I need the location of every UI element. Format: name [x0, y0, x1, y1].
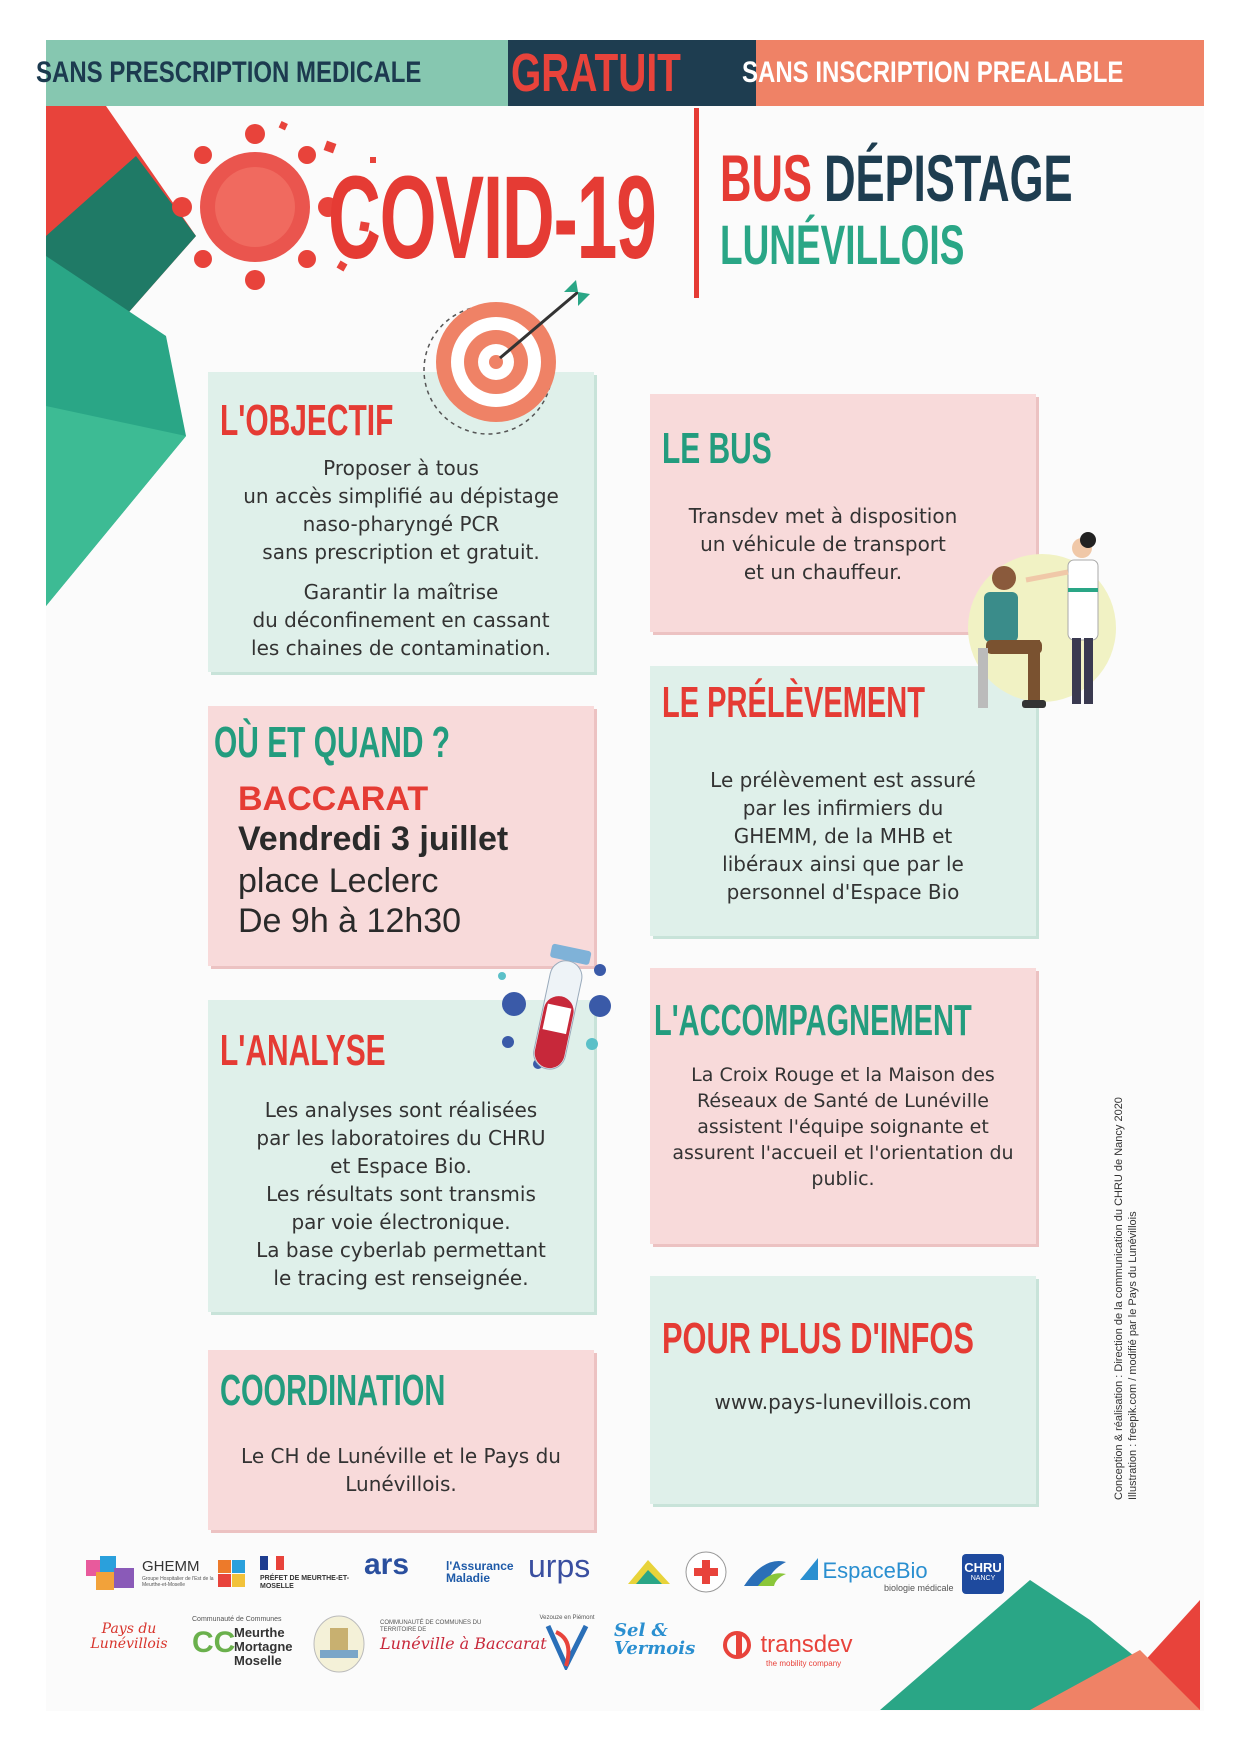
- logo-transdev: [722, 1630, 853, 1668]
- bus-depistage-title: [720, 140, 1073, 216]
- infos-card: [650, 1276, 1036, 1504]
- analyse-line: par les laboratoires du CHRU: [256, 1126, 546, 1150]
- credit-line-1: Conception & réalisation : Direction de la communication du CHRU de Nancy 2020: [1113, 1097, 1125, 1500]
- objectif-line: les chaines de contamination.: [251, 636, 551, 660]
- logo-partner-icon: [624, 1554, 674, 1594]
- where-when-card: [208, 706, 594, 966]
- commune-crest-icon: [312, 1614, 366, 1674]
- region-title: LUNÉVILLOIS: [720, 213, 965, 276]
- logo-assurance-maladie: l'Assurance Maladie: [446, 1559, 514, 1585]
- bus-line: Transdev met à disposition: [688, 504, 958, 528]
- analyse-title: L'ANALYSE: [220, 1026, 386, 1075]
- accompagnement-line: assistent l'équipe soignante et: [697, 1116, 989, 1138]
- bus-card-title: LE BUS: [662, 424, 772, 473]
- objectif-line: sans prescription et gratuit.: [262, 540, 540, 564]
- ccmm-line-3: Moselle: [234, 1653, 282, 1668]
- prelevement-line: GHEMM, de la MHB et: [733, 824, 953, 848]
- logo-espacebio: [800, 1558, 954, 1592]
- banner-right-text: SANS INSCRIPTION PREALABLE: [741, 56, 1124, 89]
- objectif-text-1: [208, 454, 594, 566]
- analyse-line: La base cyberlab permettant: [256, 1238, 546, 1262]
- analyse-line: le tracing est renseignée.: [273, 1266, 529, 1290]
- logo-pays-lunevillois: Pays du Lunévillois: [90, 1621, 168, 1652]
- infos-title: POUR PLUS D'INFOS: [662, 1314, 974, 1363]
- coordination-card: [208, 1350, 594, 1530]
- prelevement-line: libéraux ainsi que par le: [722, 852, 964, 876]
- marianne-icon: [260, 1556, 284, 1570]
- logo-grand-est: [218, 1556, 248, 1595]
- ccmm-line-1: Meurthe: [234, 1625, 285, 1640]
- objectif-title: L'OBJECTIF: [220, 396, 394, 445]
- where-when-title: OÙ ET QUAND ?: [214, 718, 451, 767]
- transdev-name: transdev: [760, 1631, 853, 1658]
- logo-vezouze: [534, 1614, 600, 1675]
- event-date: Vendredi 3 juillet: [238, 820, 509, 858]
- top-banner: [36, 40, 1204, 106]
- objectif-line: du déconfinement en cassant: [252, 608, 550, 632]
- banner-left-text: SANS PRESCRIPTION MEDICALE: [36, 56, 422, 89]
- prefet-name: PRÉFET DE MEURTHE-ET-MOSELLE: [260, 1575, 350, 1590]
- logo-cctlb: [380, 1620, 547, 1653]
- objectif-line: Garantir la maîtrise: [303, 580, 499, 604]
- analyse-text: [208, 1096, 594, 1292]
- logo-prefet: [260, 1556, 360, 1591]
- logo-ars: ars: [364, 1548, 410, 1581]
- coordination-title: COORDINATION: [220, 1366, 446, 1415]
- accompagnement-title: L'ACCOMPAGNEMENT: [654, 996, 972, 1045]
- chru-name: CHRU: [964, 1560, 1002, 1575]
- accompagnement-line: public.: [811, 1168, 875, 1190]
- prelevement-title: LE PRÉLÈVEMENT: [662, 678, 926, 727]
- banner-center: [508, 40, 756, 106]
- objectif-text-2: [208, 578, 594, 662]
- logo-ghemm: [84, 1554, 214, 1594]
- analyse-line: par voie électronique.: [291, 1210, 511, 1234]
- coordination-line: Lunévillois.: [345, 1472, 457, 1496]
- credit-text: [1112, 1097, 1140, 1500]
- prelevement-line: personnel d'Espace Bio: [726, 880, 960, 904]
- mhb-bird-icon: [740, 1552, 790, 1592]
- title-divider: [694, 108, 699, 298]
- banner-left: [36, 40, 508, 106]
- bus-line: un véhicule de transport: [700, 532, 946, 556]
- vezouze-mark-icon: [544, 1622, 590, 1670]
- ccmm-line-2: Mortagne: [234, 1639, 293, 1654]
- accompagnement-text: [650, 1062, 1036, 1192]
- test-tube-icon: [488, 934, 620, 1094]
- prelevement-text: [650, 766, 1036, 906]
- event-city: BACCARAT: [238, 780, 429, 818]
- nurse-swab-illustration: [944, 528, 1124, 768]
- coordination-line: Le CH de Lunéville et le Pays du: [241, 1444, 561, 1468]
- chru-city: NANCY: [970, 1575, 996, 1582]
- objectif-line: un accès simplifié au dépistage: [243, 484, 559, 508]
- credit-line-2: Illustration : freepik.com / modifié par le Pays du Lunévillois: [1127, 1211, 1139, 1500]
- ghemm-subtitle: Groupe Hospitalier de l'Est de la Meurthe-et-Moselle: [142, 1576, 214, 1588]
- objectif-line: naso-pharyngé PCR: [302, 512, 500, 536]
- ccmm-mark: CC: [192, 1626, 236, 1659]
- analyse-line: Les résultats sont transmis: [266, 1182, 536, 1206]
- espacebio-mark-icon: [800, 1558, 818, 1580]
- objectif-line: Proposer à tous: [323, 456, 479, 480]
- logo-sel-vermois: Sel & Vermois: [614, 1620, 696, 1659]
- event-place: place Leclerc: [238, 862, 439, 900]
- cctlb-small: COMMUNAUTÉ DE COMMUNES DU TERRITOIRE DE: [380, 1620, 482, 1633]
- banner-right: [741, 40, 1204, 106]
- grand-est-icon: [218, 1556, 246, 1590]
- espacebio-name: EspaceBio: [822, 1558, 928, 1583]
- bus-line: et un chauffeur.: [743, 560, 903, 584]
- espacebio-subtitle: biologie médicale: [884, 1583, 954, 1593]
- logo-urps: urps: [528, 1548, 591, 1584]
- analyse-line: Les analyses sont réalisées: [264, 1098, 538, 1122]
- logo-chru: [962, 1554, 1004, 1594]
- ghemm-name: GHEMM: [142, 1558, 200, 1575]
- covid-title: COVID-19: [328, 152, 656, 284]
- transdev-tagline: the mobility company: [766, 1659, 842, 1668]
- event-time: De 9h à 12h30: [238, 902, 462, 940]
- accompagnement-line: Réseaux de Santé de Lunéville: [697, 1090, 989, 1112]
- banner-center-text: GRATUIT: [511, 43, 681, 103]
- transdev-mark-icon: [722, 1630, 756, 1660]
- logo-ccmm: [192, 1616, 293, 1668]
- ghemm-mark-icon: [84, 1554, 138, 1594]
- cctlb-name: Lunéville à Baccarat: [380, 1634, 547, 1653]
- accompagnement-card: [650, 968, 1036, 1244]
- ccmm-small: Communauté de Communes: [192, 1616, 282, 1623]
- accompagnement-line: assurent l'accueil et l'orientation du: [672, 1142, 1014, 1164]
- bus-word: BUS: [720, 141, 812, 215]
- analyse-line: et Espace Bio.: [330, 1154, 472, 1178]
- target-icon: [418, 280, 598, 440]
- vezouze-name: Vezouze en Piémont: [539, 1615, 595, 1621]
- croix-rouge-icon: [684, 1550, 728, 1594]
- infos-website-link[interactable]: www.pays-lunevillois.com: [714, 1390, 972, 1414]
- prelevement-line: Le prélèvement est assuré: [710, 768, 976, 792]
- prelevement-line: par les infirmiers du: [742, 796, 944, 820]
- accompagnement-line: La Croix Rouge et la Maison des: [691, 1064, 995, 1086]
- depistage-word: DÉPISTAGE: [824, 141, 1073, 215]
- coordination-text: [208, 1442, 594, 1498]
